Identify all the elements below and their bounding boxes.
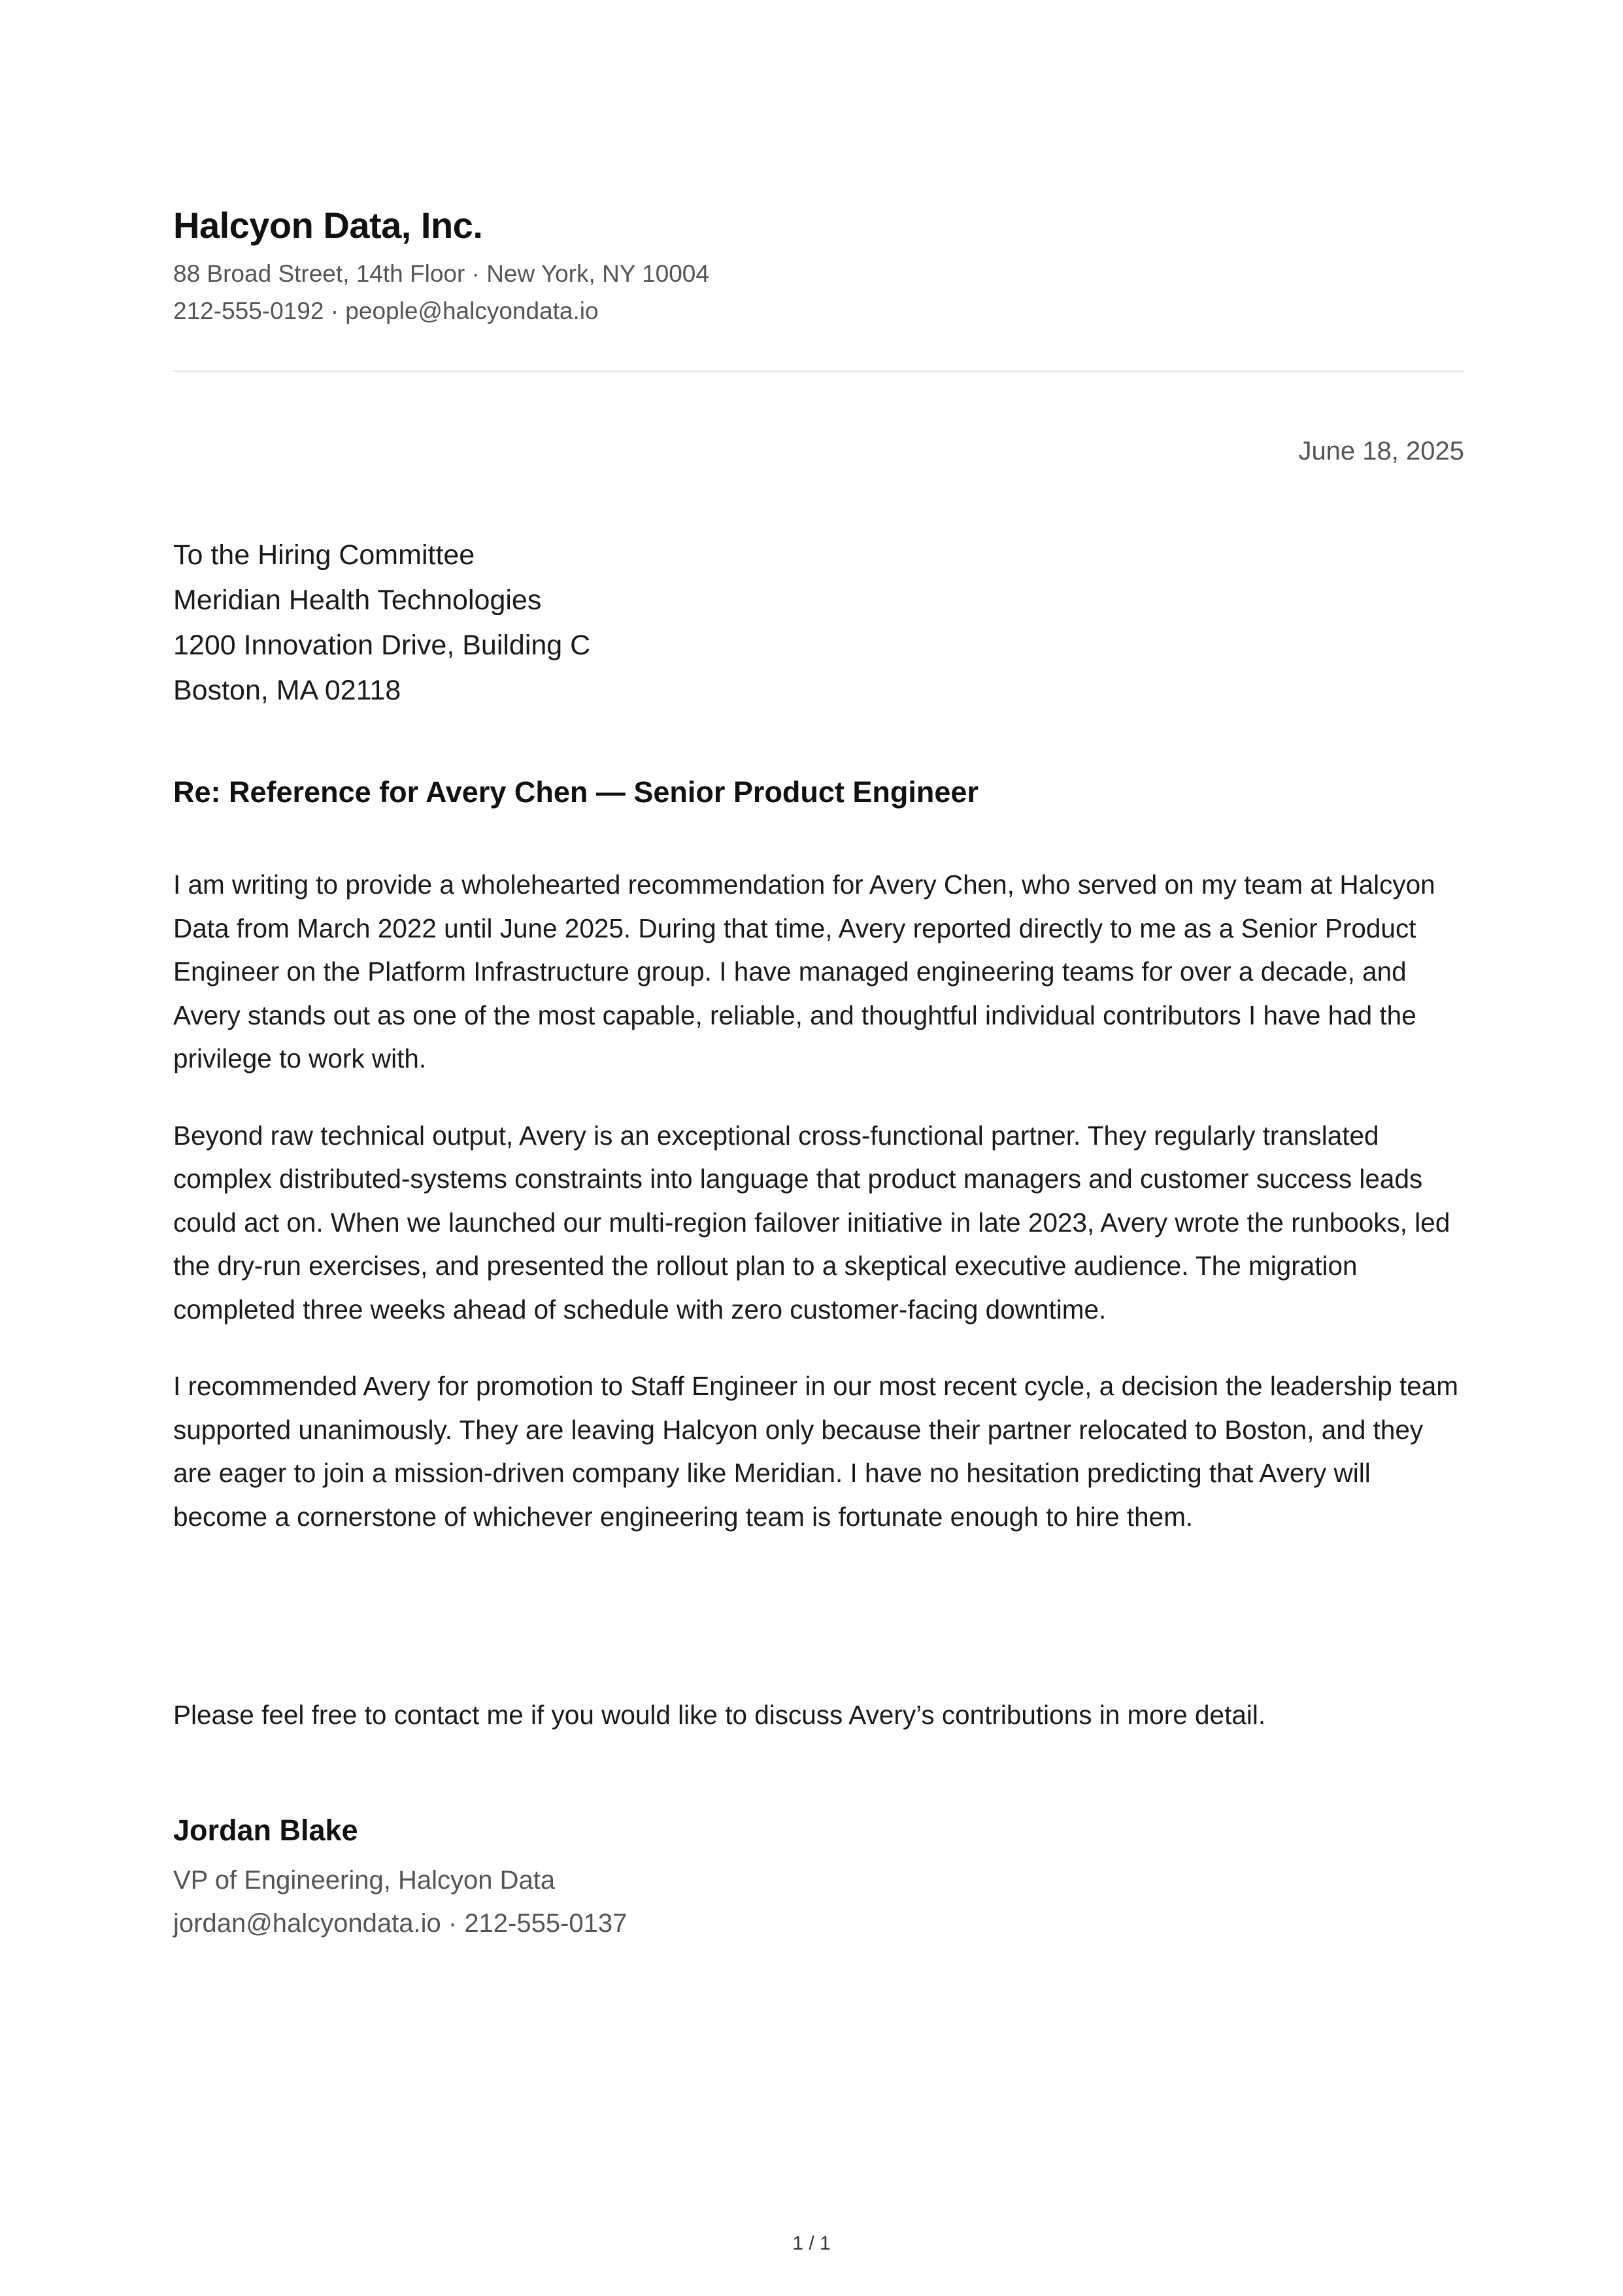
recipient-line: To the Hiring Committee — [173, 539, 475, 571]
recipient-line: Meridian Health Technologies — [173, 584, 542, 616]
recipient-block — [173, 533, 1464, 713]
letterhead — [173, 196, 1464, 329]
signer-name: Jordan Blake — [173, 1814, 358, 1847]
page-number: 1 / 1 — [792, 2233, 831, 2254]
recipient-line: Boston, MA 02118 — [173, 675, 401, 706]
closing-line: Please feel free to contact me if you would like to discuss Avery’s contributions in more detail. — [173, 1700, 1266, 1730]
company-contact: 212-555-0192 · people@halcyondata.io — [173, 297, 599, 324]
body-paragraph: Beyond raw technical output, Avery is an exceptional cross-functional partner. They regularly translated complex distributed-systems constraints into language that product managers and customer success leads could act on. When we launched our multi-region failover initiative in late 2023, Avery wrote the runbooks, led the dry-run exercises, and presented the rollout plan to a skeptical executive audience. The migration completed three weeks ahead of schedule with zero customer-facing downtime. — [173, 1120, 1450, 1325]
letter-body — [173, 863, 1464, 1572]
body-paragraph: I recommended Avery for promotion to Staff Engineer in our most recent cycle, a decision the leadership team supported unanimously. They are leaving Halcyon only because their partner relocated to Boston, and they are eager to join a mission-driven company like Meridian. I have no hesitation predicting that Avery will become a cornerstone of whichever engineering team is fortunate enough to hire them. — [173, 1371, 1459, 1532]
letterhead-divider — [173, 371, 1464, 372]
body-paragraph: I am writing to provide a wholehearted recommendation for Avery Chen, who served on my team at Halcyon Data from March 2022 until June 2025. During that time, Avery reported directly to me as a Senior Product Engineer on the Platform Infrastructure group. I have managed engineering teams for over a decade, and Avery stands out as one of the most capable, reliable, and thoughtful individual contributors I have had the privilege to work with. — [173, 869, 1435, 1073]
subject-line: Re: Reference for Avery Chen — Senior Product Engineer — [173, 775, 979, 809]
company-name: Halcyon Data, Inc. — [173, 205, 483, 246]
signer-title: VP of Engineering, Halcyon Data — [173, 1866, 556, 1895]
recipient-line: 1200 Innovation Drive, Building C — [173, 630, 591, 661]
signer-contact: jordan@halcyondata.io · 212-555-0137 — [173, 1909, 627, 1938]
company-address: 88 Broad Street, 14th Floor · New York, NY 10004 — [173, 260, 709, 287]
signature-block — [173, 1808, 1464, 1945]
letter-date: June 18, 2025 — [1298, 437, 1464, 465]
